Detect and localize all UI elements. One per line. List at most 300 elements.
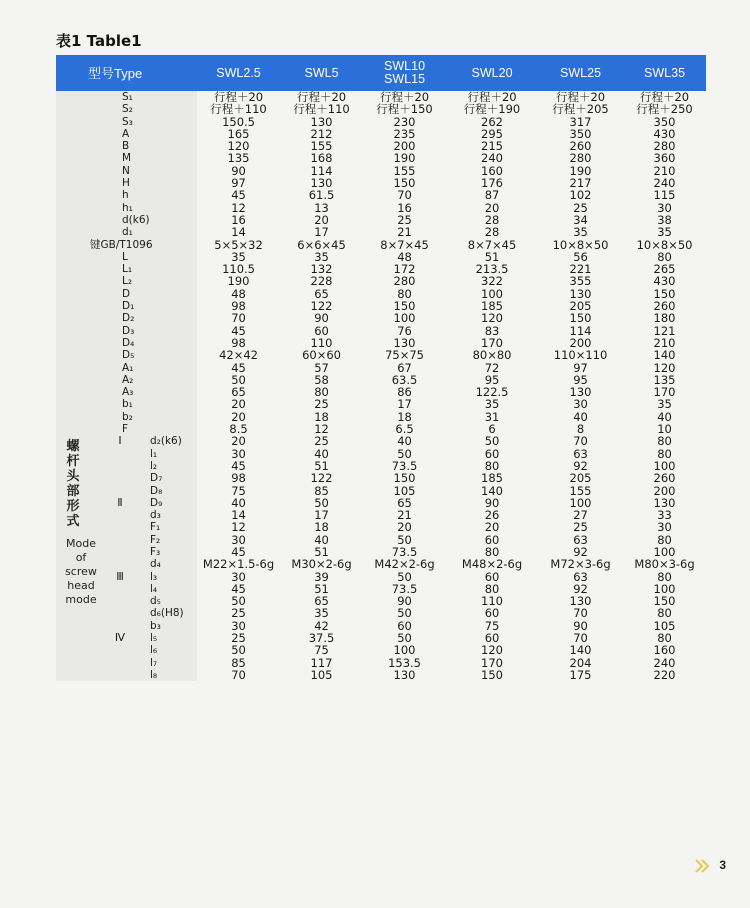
table-cell: 12 <box>231 200 246 215</box>
table-cell: 60 <box>314 323 329 338</box>
table-cell: 60 <box>484 631 500 646</box>
table-row <box>56 214 706 226</box>
row-label: S₁ <box>56 91 197 103</box>
table-cell: 168 <box>310 151 333 166</box>
table-cell: 42 <box>314 618 329 633</box>
table-cell: 14 <box>231 508 246 523</box>
table-row <box>56 202 706 214</box>
table-cell: 48 <box>397 249 412 264</box>
table-cell: 45 <box>231 581 246 596</box>
table-cell: 40 <box>314 532 329 547</box>
group-label <box>106 521 134 533</box>
row-label: L <box>56 251 197 263</box>
table-cell: 105 <box>653 618 676 633</box>
spec-table-container <box>56 55 706 681</box>
table-cell: 25 <box>397 212 412 227</box>
table-row <box>56 239 706 251</box>
table-cell: 80 <box>657 532 672 547</box>
table-cell: 60 <box>484 606 500 621</box>
table-cell: 280 <box>653 139 676 154</box>
table-cell: 260 <box>653 471 676 486</box>
row-label: F₂ <box>134 534 197 546</box>
table-row <box>56 263 706 275</box>
type-header: 型号Type <box>56 55 197 91</box>
table-cell: 170 <box>653 385 676 400</box>
table-cell: 42×42 <box>219 348 258 363</box>
table-cell: 240 <box>653 655 676 670</box>
table-cell: 58 <box>314 372 329 387</box>
group-label <box>106 448 134 460</box>
table-cell: 30 <box>231 446 246 461</box>
table-cell: 行程＋190 <box>463 102 521 117</box>
row-label: l₄ <box>134 583 197 595</box>
table-cell: 75 <box>231 483 246 498</box>
table-cell: 17 <box>314 508 329 523</box>
table-cell: 170 <box>481 655 503 670</box>
table-cell: 130 <box>310 176 333 191</box>
table-cell: 45 <box>231 544 246 559</box>
side-en-word: head <box>67 579 95 593</box>
table-row <box>56 374 706 386</box>
table-cell: 350 <box>569 126 592 141</box>
side-cn-char: 式 <box>66 514 80 530</box>
table-cell: 150 <box>393 471 416 486</box>
table-cell: 213.5 <box>475 262 509 277</box>
row-label: H <box>56 177 197 189</box>
table-cell: 130 <box>393 667 416 682</box>
table-cell: 50 <box>231 643 246 658</box>
table-cell: 20 <box>484 520 500 535</box>
table-cell: 85 <box>231 655 246 670</box>
table-cell: 150 <box>569 311 592 326</box>
row-label: l₃ <box>134 571 197 583</box>
table-cell: 180 <box>653 311 676 326</box>
group-label <box>106 583 134 595</box>
table-cell: 14 <box>231 225 246 240</box>
row-label: d₅ <box>134 595 197 607</box>
table-cell: 140 <box>481 483 503 498</box>
table-cell: 13 <box>314 200 329 215</box>
table-cell: 63.5 <box>391 372 418 387</box>
table-cell: 140 <box>569 643 592 658</box>
table-cell: 35 <box>484 397 500 412</box>
table-cell: 21 <box>397 508 412 523</box>
table-cell: 155 <box>393 163 416 178</box>
table-cell: 105 <box>310 667 333 682</box>
table-cell: 35 <box>657 397 672 412</box>
table-cell: 8 <box>576 422 585 437</box>
table-cell: 17 <box>397 397 412 412</box>
row-label: d(k6) <box>56 214 197 226</box>
row-label: l₇ <box>134 657 197 669</box>
model-header <box>363 55 446 91</box>
table-cell: 20 <box>231 409 246 424</box>
table-row <box>56 288 706 300</box>
table-row <box>56 509 706 521</box>
table-row <box>56 558 706 570</box>
row-label: N <box>56 165 197 177</box>
table-title: 表1 Table1 <box>56 32 142 50</box>
table-cell: 28 <box>484 225 500 240</box>
table-cell: 204 <box>569 655 592 670</box>
side-cn-char: 形 <box>66 499 80 515</box>
table-cell: 45 <box>231 360 246 375</box>
table-cell: M30×2-6g <box>291 557 352 572</box>
row-label: b₁ <box>56 398 197 410</box>
table-row <box>56 435 706 447</box>
table-cell: M72×3-6g <box>550 557 611 572</box>
table-cell: 行程＋20 <box>555 90 606 104</box>
row-label: F₃ <box>134 546 197 558</box>
table-cell: 80 <box>657 569 672 584</box>
table-cell: 98 <box>231 471 246 486</box>
table-cell: 6×6×45 <box>297 237 346 252</box>
group-label <box>106 620 134 632</box>
table-cell: 95 <box>573 372 588 387</box>
table-cell: 40 <box>231 495 246 510</box>
table-row <box>56 497 706 509</box>
table-cell: 25 <box>231 631 246 646</box>
table-cell: 212 <box>310 126 333 141</box>
table-cell: 80 <box>657 446 672 461</box>
table-cell: 228 <box>310 274 333 289</box>
group-label <box>106 472 134 484</box>
table-cell: 90 <box>231 163 246 178</box>
table-row <box>56 300 706 312</box>
table-cell: 行程＋20 <box>213 90 264 104</box>
table-cell: 135 <box>227 151 250 166</box>
table-cell: 25 <box>573 520 588 535</box>
table-cell: 20 <box>314 212 329 227</box>
table-cell: 8.5 <box>229 422 248 437</box>
table-cell: 70 <box>397 188 412 203</box>
table-cell: 190 <box>569 163 592 178</box>
group-label <box>106 644 134 656</box>
table-cell: 98 <box>231 299 246 314</box>
table-cell: 70 <box>231 667 246 682</box>
table-cell: 6 <box>488 422 496 437</box>
row-label: A₂ <box>56 374 197 386</box>
table-cell: 150 <box>653 286 676 301</box>
table-row <box>56 337 706 349</box>
row-label: B <box>56 140 197 152</box>
table-cell: 35 <box>314 606 329 621</box>
table-cell: 行程＋20 <box>639 90 690 104</box>
row-label: F₁ <box>134 521 197 533</box>
row-label: D <box>56 288 197 300</box>
table-cell: 63 <box>573 569 588 584</box>
table-cell: 130 <box>569 286 592 301</box>
table-cell: M42×2-6g <box>374 557 435 572</box>
table-cell: 322 <box>481 274 503 289</box>
row-label: D₃ <box>56 325 197 337</box>
table-cell: 行程＋20 <box>467 90 517 104</box>
table-cell: 175 <box>569 667 592 682</box>
row-label: l₅ <box>134 632 197 644</box>
row-label: d₂(k6) <box>134 435 197 447</box>
table-cell: 120 <box>481 643 503 658</box>
table-cell: 155 <box>569 483 592 498</box>
table-cell: 50 <box>231 372 246 387</box>
table-cell: 34 <box>573 212 588 227</box>
table-cell: 56 <box>573 249 588 264</box>
table-cell: 122.5 <box>475 385 509 400</box>
table-row <box>56 669 706 681</box>
table-row <box>56 386 706 398</box>
table-cell: 90 <box>484 495 500 510</box>
group-label <box>106 509 134 521</box>
table-cell: 260 <box>653 299 676 314</box>
row-label: 键GB/T1096 <box>56 239 197 251</box>
table-cell: 80 <box>314 385 329 400</box>
table-cell: 73.5 <box>391 458 418 473</box>
table-cell: 98 <box>231 335 246 350</box>
table-cell: 130 <box>653 495 676 510</box>
table-row <box>56 152 706 164</box>
row-label: D₅ <box>56 349 197 361</box>
table-cell: 114 <box>569 323 592 338</box>
table-cell: 10×8×50 <box>636 237 693 252</box>
table-cell: M80×3-6g <box>634 557 695 572</box>
table-cell: 28 <box>484 212 500 227</box>
table-cell: 21 <box>397 225 412 240</box>
table-cell: 70 <box>573 631 588 646</box>
table-row <box>56 140 706 152</box>
table-cell: 26 <box>484 508 500 523</box>
table-row <box>56 607 706 619</box>
table-cell: 35 <box>314 249 329 264</box>
table-cell: 25 <box>314 397 329 412</box>
row-label: d₆(H8) <box>134 607 197 619</box>
row-label: d₁ <box>56 226 197 238</box>
table-cell: 65 <box>314 594 329 609</box>
chevron-right-icon <box>694 858 712 874</box>
table-cell: 153.5 <box>388 655 421 670</box>
table-cell: 10 <box>657 422 672 437</box>
table-cell: 87 <box>484 188 500 203</box>
table-cell: 100 <box>393 311 416 326</box>
table-cell: 48 <box>231 286 246 301</box>
table-cell: 8×7×45 <box>467 237 517 252</box>
table-row <box>56 472 706 484</box>
group-label <box>106 546 134 558</box>
group-label: Ⅳ <box>106 632 134 644</box>
row-label: L₁ <box>56 263 197 275</box>
table-cell: 110.5 <box>222 262 255 277</box>
row-label: l₈ <box>134 669 197 681</box>
table-cell: 35 <box>573 225 588 240</box>
table-cell: 80 <box>657 631 672 646</box>
table-cell: 30 <box>657 520 672 535</box>
table-cell: 221 <box>569 262 592 277</box>
table-cell: 220 <box>653 667 676 682</box>
table-cell: 170 <box>481 335 503 350</box>
table-cell: 160 <box>481 163 503 178</box>
row-label: F <box>56 423 197 435</box>
model-header: SWL2.5 <box>197 55 280 91</box>
table-cell: 50 <box>397 569 412 584</box>
table-cell: 265 <box>653 262 676 277</box>
table-cell: 73.5 <box>391 544 418 559</box>
table-cell: 17 <box>314 225 329 240</box>
table-row <box>56 226 706 238</box>
table-row <box>56 398 706 410</box>
table-cell: 200 <box>653 483 676 498</box>
table-cell: 355 <box>569 274 592 289</box>
page-number: 3 <box>719 858 726 872</box>
table-row <box>56 349 706 361</box>
table-row <box>56 571 706 583</box>
table-cell: 12 <box>314 422 329 437</box>
table-cell: 45 <box>231 188 246 203</box>
table-row <box>56 460 706 472</box>
table-cell: 75 <box>314 643 329 658</box>
table-cell: 20 <box>484 200 500 215</box>
table-cell: 430 <box>653 274 676 289</box>
table-body <box>56 91 706 681</box>
table-cell: 51 <box>314 581 329 596</box>
model-header: SWL25 <box>538 55 623 91</box>
row-label: S₃ <box>56 116 197 128</box>
screw-head-mode-en <box>56 537 106 607</box>
table-cell: 35 <box>231 249 246 264</box>
row-label: A₃ <box>56 386 197 398</box>
table-row <box>56 620 706 632</box>
group-label <box>106 607 134 619</box>
table-row <box>56 312 706 324</box>
table-cell: 240 <box>481 151 503 166</box>
table-cell: 5×5×32 <box>214 237 263 252</box>
group-label <box>106 485 134 497</box>
table-cell: 31 <box>484 409 500 424</box>
group-label: Ⅱ <box>106 497 134 509</box>
table-cell: 51 <box>314 544 329 559</box>
table-cell: M48×2-6g <box>461 557 523 572</box>
table-cell: 122 <box>310 299 333 314</box>
table-cell: 215 <box>481 139 503 154</box>
table-cell: 70 <box>573 434 588 449</box>
table-cell: 61.5 <box>308 188 335 203</box>
table-cell: 200 <box>569 335 592 350</box>
table-cell: 80 <box>657 434 672 449</box>
table-cell: 45 <box>231 323 246 338</box>
table-cell: 262 <box>481 114 503 129</box>
table-cell: 50 <box>397 631 412 646</box>
side-cn-char: 部 <box>66 484 80 500</box>
table-cell: 105 <box>393 483 416 498</box>
side-en-word: screw <box>65 565 97 579</box>
row-label: S₂ <box>56 103 197 115</box>
table-row <box>56 583 706 595</box>
table-row <box>56 116 706 128</box>
table-cell: 75×75 <box>385 348 424 363</box>
table-cell: 150 <box>393 176 416 191</box>
table-cell: 76 <box>397 323 412 338</box>
table-cell: 185 <box>481 471 503 486</box>
table-cell: 150 <box>481 667 503 682</box>
row-label: D₇ <box>134 472 197 484</box>
table-cell: 38 <box>657 212 672 227</box>
table-cell: 57 <box>314 360 329 375</box>
table-cell: 80 <box>484 544 500 559</box>
table-cell: 30 <box>573 397 588 412</box>
table-cell: 121 <box>653 323 676 338</box>
table-cell: 80 <box>484 581 500 596</box>
table-cell: 80 <box>657 606 672 621</box>
table-cell: 63 <box>573 532 588 547</box>
group-label <box>106 534 134 546</box>
table-cell: 360 <box>653 151 676 166</box>
row-label: h₁ <box>56 202 197 214</box>
table-cell: 114 <box>310 163 333 178</box>
spec-table <box>56 55 706 681</box>
table-cell: 12 <box>231 520 246 535</box>
table-cell: 65 <box>314 286 329 301</box>
table-cell: 280 <box>393 274 416 289</box>
row-label: A₁ <box>56 362 197 374</box>
row-label: D₂ <box>56 312 197 324</box>
table-cell: 40 <box>314 446 329 461</box>
table-cell: 190 <box>227 274 250 289</box>
table-cell: 317 <box>569 114 592 129</box>
table-cell: 83 <box>484 323 500 338</box>
row-label: L₂ <box>56 275 197 287</box>
table-cell: 100 <box>653 544 676 559</box>
table-cell: 210 <box>653 335 676 350</box>
table-cell: 122 <box>310 471 333 486</box>
table-cell: 230 <box>393 114 416 129</box>
screw-head-mode-cn <box>66 439 80 529</box>
table-cell: 120 <box>227 139 250 154</box>
table-cell: 100 <box>393 643 416 658</box>
table-cell: 行程＋20 <box>296 90 347 104</box>
side-cn-char: 杆 <box>66 454 80 470</box>
row-label: A <box>56 128 197 140</box>
table-row <box>56 275 706 287</box>
table-cell: 235 <box>393 126 416 141</box>
table-cell: 85 <box>314 483 329 498</box>
table-cell: 50 <box>397 606 412 621</box>
row-label: l₁ <box>134 448 197 460</box>
table-cell: 63 <box>573 446 588 461</box>
table-cell: 165 <box>227 126 250 141</box>
table-cell: 行程＋150 <box>376 102 433 117</box>
side-en-word: mode <box>65 593 97 607</box>
row-label: b₃ <box>134 620 197 632</box>
table-cell: 20 <box>397 520 412 535</box>
group-label <box>106 657 134 669</box>
table-cell: 100 <box>481 286 503 301</box>
table-cell: 60 <box>397 618 412 633</box>
row-label: D₈ <box>134 485 197 497</box>
table-cell: 行程＋20 <box>379 90 430 104</box>
table-cell: 40 <box>657 409 672 424</box>
table-cell: 100 <box>569 495 592 510</box>
table-cell: 37.5 <box>308 631 335 646</box>
model-header-line1: SWL10 <box>384 59 426 73</box>
table-cell: 172 <box>393 262 416 277</box>
table-cell: 30 <box>657 200 672 215</box>
table-cell: 51 <box>314 458 329 473</box>
table-cell: 80 <box>397 286 412 301</box>
table-cell: 90 <box>314 311 329 326</box>
group-label <box>106 558 134 570</box>
table-cell: 60 <box>484 532 500 547</box>
table-row <box>56 657 706 669</box>
table-cell: 25 <box>573 200 588 215</box>
table-cell: 110 <box>481 594 503 609</box>
row-label: l₂ <box>134 460 197 472</box>
